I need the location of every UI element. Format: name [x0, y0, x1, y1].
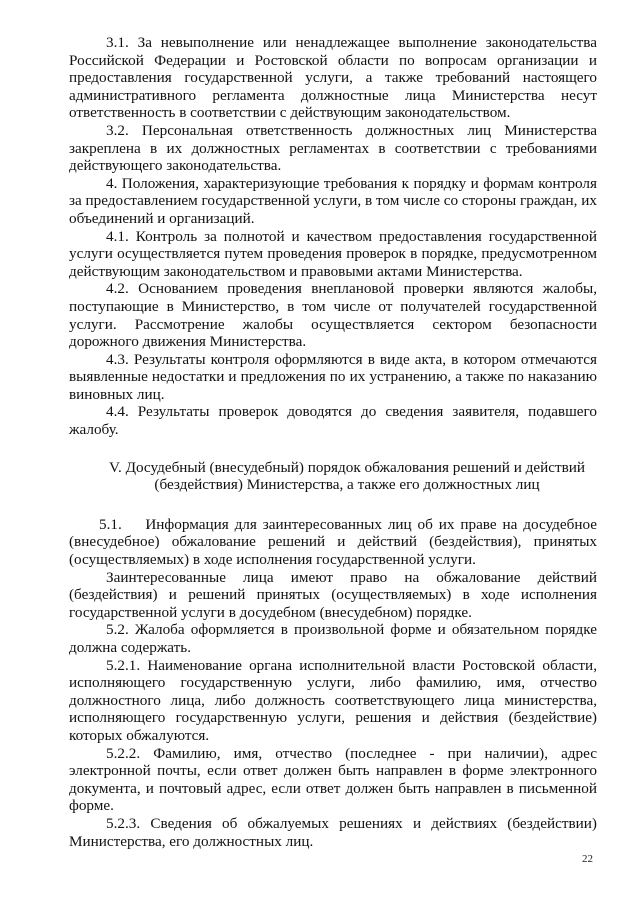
section-heading: V. Досудебный (внесудебный) порядок обжалования решений и действий (бездействия) Министерства, а также его должностных лиц [108, 458, 586, 494]
paragraph-4-3: 4.3. Результаты контроля оформляются в виде акта, в котором отмечаются выявленные недостатки и предложения по их устранению, а также по наказанию виновных лиц. [69, 350, 597, 403]
paragraph-5-2: 5.2. Жалоба оформляется в произвольной форме и обязательном порядке должна содержать. [69, 621, 597, 656]
paragraph-4-2: 4.2. Основанием проведения внеплановой проверки являются жалобы, поступающие в Министерство, в том числе от получателей государственной услуги. Рассмотрение жалобы осуществляется сектором безопасности дорожного движения Министерства. [69, 280, 597, 351]
paragraph-5-2-3: 5.2.3. Сведения об обжалуемых решениях и действиях (бездействии) Министерства, его должностных лиц. [69, 814, 597, 850]
page-number: 22 [582, 853, 593, 865]
paragraph-4-4: 4.4. Результаты проверок доводятся до сведения заявителя, подавшего жалобу. [69, 403, 597, 439]
paragraph-5-1-rights: Заинтересованные лица имеют право на обжалование действий (бездействия) и решений принятых (осуществляемых) в ходе исполнения государственной услуги в досудебном (внесудебном) порядке. [69, 568, 597, 621]
paragraph-5-2-2: 5.2.2. Фамилию, имя, отчество (последнее - при наличии), адрес электронной почты, если ответ должен быть направлен в форме электронного документа, и почтовый адрес, если ответ должен быть направлен в письменной форме. [69, 744, 597, 815]
paragraph-4: 4. Положения, характеризующие требования к порядку и формам контроля за предоставлением государственной услуги, в том числе со стороны граждан, их объединений и организаций. [69, 174, 597, 227]
paragraph-5-1: 5.1. Информация для заинтересованных лиц об их праве на досудебное (внесудебное) обжалование решений и действий (бездействия), принятых (осуществляемых) в ходе исполнения государственной услуги. [69, 515, 601, 569]
paragraph-3-1: 3.1. За невыполнение или ненадлежащее выполнение законодательства Российской Федерации и Ростовской области по вопросам организации и предоставления государственной услуги, а также требований настоящего административного регламента должностные лица Министерства несут ответственность в соответствии с действующим законодательством. [69, 34, 597, 122]
paragraph-3-2: 3.2. Персональная ответственность должностных лиц Министерства закреплена в их должностных регламентах в соответствии с требованиями действующего законодательства. [69, 121, 597, 175]
document-body [69, 34, 601, 850]
paragraph-5-2-1: 5.2.1. Наименование органа исполнительной власти Ростовской области, исполняющего государственную услуги, либо фамилию, имя, отчество должностного лица, либо должность соответствующего лица министерства, исполняющего государственную услуги, решения и действия (бездействие) которых обжалуются. [69, 656, 597, 744]
paragraph-4-1: 4.1. Контроль за полнотой и качеством предоставления государственной услуги осуществляется путем проведения проверок в порядке, предусмотренном действующим законодательством и правовыми актами Министерства. [69, 227, 597, 280]
